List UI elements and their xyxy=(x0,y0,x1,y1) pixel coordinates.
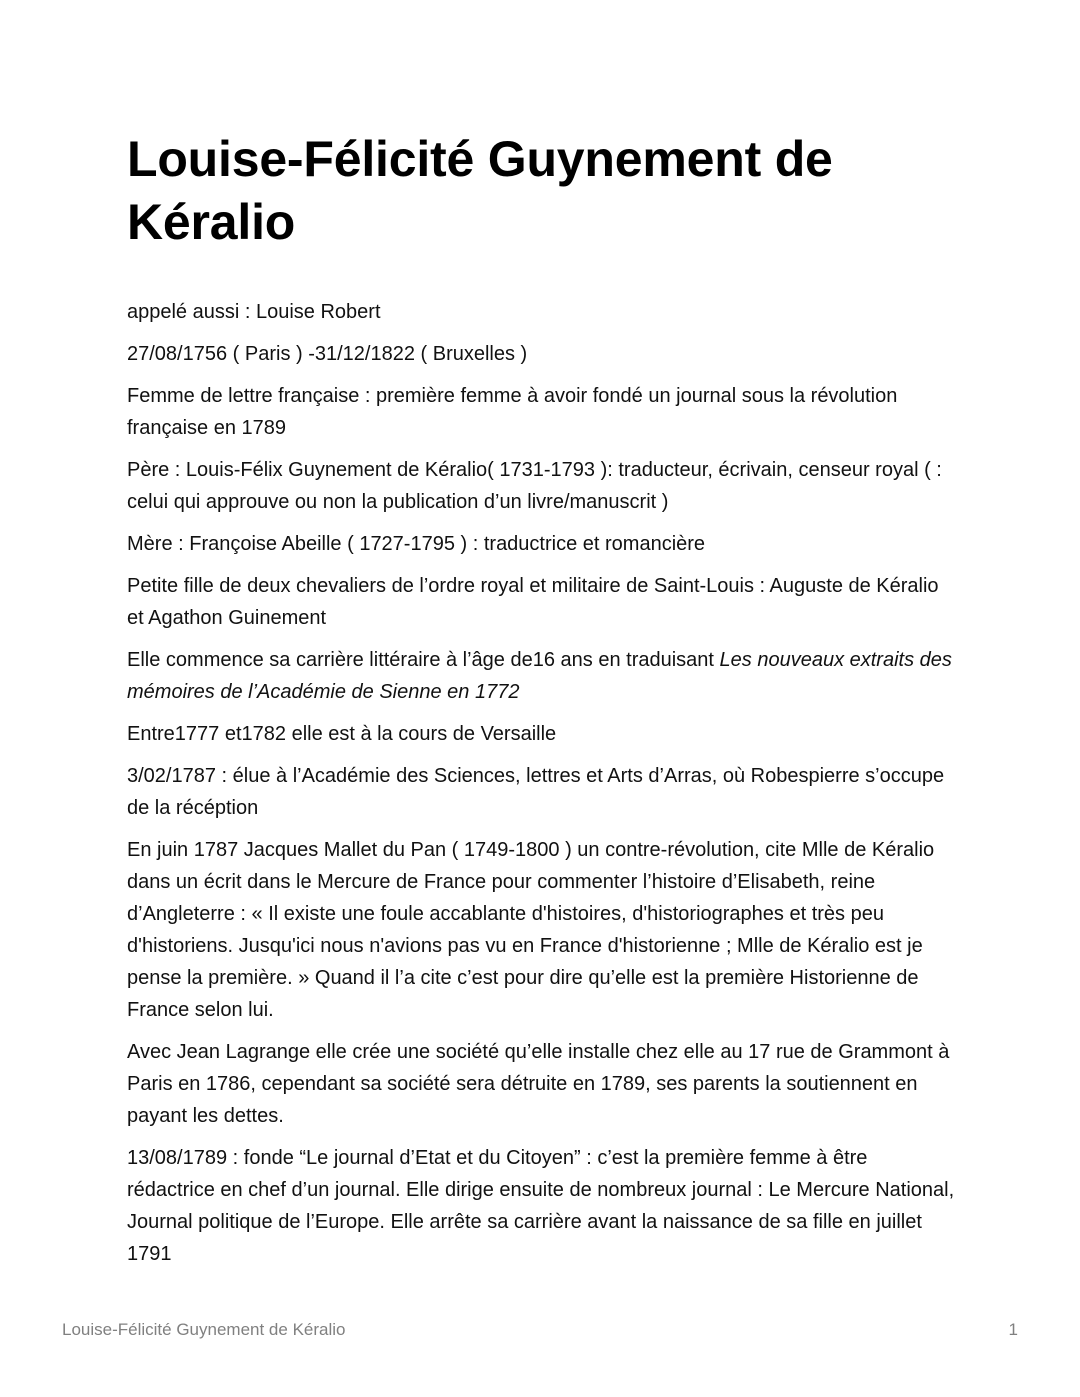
paragraph-society: Avec Jean Lagrange elle crée une société qu’elle installe chez elle au 17 rue de Grammont à Paris en 1786, cependant sa société sera détruite en 1789, ses parents la soutiennent en payant les dettes. xyxy=(127,1041,950,1127)
page-footer xyxy=(62,1318,1018,1342)
career-start-text: Elle commence sa carrière littéraire à l’âge de16 ans en traduisant xyxy=(127,649,720,671)
paragraph-dates: 27/08/1756 ( Paris ) -31/12/1822 ( Bruxelles ) xyxy=(127,343,528,365)
paragraph-description: Femme de lettre française : première femme à avoir fondé un journal sous la révolution française en 1789 xyxy=(127,385,898,439)
paragraph-career-start xyxy=(127,644,957,708)
document-body xyxy=(127,128,957,1280)
paragraph-journal: 13/08/1789 : fonde “Le journal d’Etat et du Citoyen” : c’est la première femme à être rédactrice en chef d’un journal. Elle dirige ensuite de nombreux journal : Le Mercure National, Journal politique de l’Europe. Elle arrête sa carrière avant la naissance de sa fille en juillet 1791 xyxy=(127,1147,955,1265)
page-number: 1 xyxy=(1008,1320,1018,1339)
paragraph-mallet-du-pan: En juin 1787 Jacques Mallet du Pan ( 1749-1800 ) un contre-révolution, cite Mlle de Kéralio dans un écrit dans le Mercure de France pour commenter l’histoire d’Elisabeth, reine d’Angleterre : « Il existe une foule accablante d'histoires, d'historiographes et très peu d'historiens. Jusqu'ici nous n'avions pas vu en France d'historienne ; Mlle de Kéralio est je pense la première. » Quand il l’a cite c’est pour dire qu’elle est la première Historienne de France selon lui. xyxy=(127,839,935,1021)
footer-title: Louise-Félicité Guynement de Kéralio xyxy=(62,1320,346,1339)
career-start-work-title: Les nouveaux extraits des mémoires de l’Académie de Sienne en 1772 xyxy=(127,649,952,703)
paragraph-versailles: Entre1777 et1782 elle est à la cours de Versaille xyxy=(127,723,557,745)
paragraph-mother: Mère : Françoise Abeille ( 1727-1795 ) : traductrice et romancière xyxy=(127,533,706,555)
paragraph-academy: 3/02/1787 : élue à l’Académie des Sciences, lettres et Arts d’Arras, où Robespierre s’occupe de la récéption xyxy=(127,765,945,819)
paragraph-alias: appelé aussi : Louise Robert xyxy=(127,301,381,323)
page-title: Louise-Félicité Guynement de Kéralio xyxy=(127,131,833,250)
paragraph-father: Père : Louis-Félix Guynement de Kéralio( 1731-1793 ): traducteur, écrivain, censeur royal ( : celui qui approuve ou non la publication d’un livre/manuscrit ) xyxy=(127,459,942,513)
paragraph-grandparents: Petite fille de deux chevaliers de l’ordre royal et militaire de Saint-Louis : Auguste de Kéralio et Agathon Guinement xyxy=(127,575,939,629)
